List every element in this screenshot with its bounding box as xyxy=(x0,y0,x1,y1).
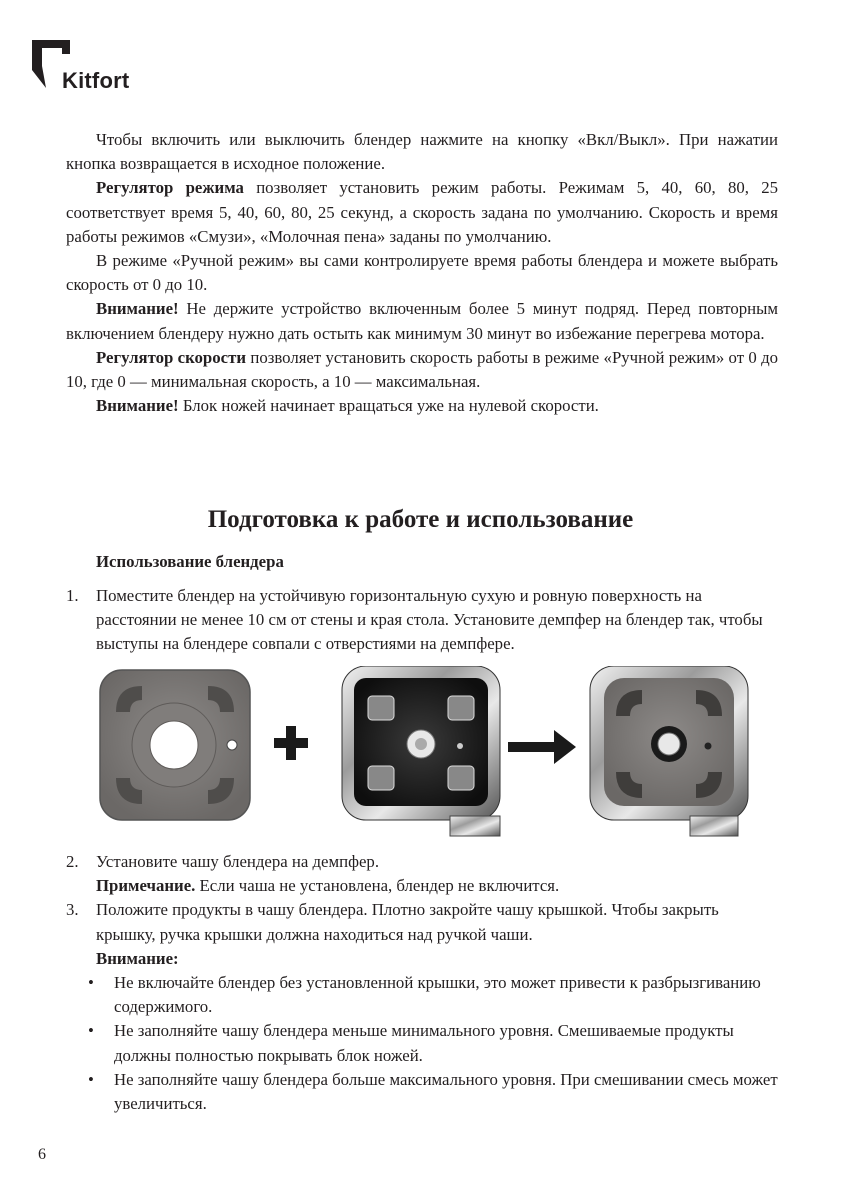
paragraph xyxy=(66,297,778,345)
step-text: Положите продукты в чашу блендера. Плотно закройте чашу крышкой. Чтобы закрыть крышку, ручка крышки должна находиться над ручкой чаши. xyxy=(96,900,719,944)
paragraph-bold: Внимание! xyxy=(96,396,179,416)
paragraph xyxy=(66,346,778,394)
step-number: 1. xyxy=(66,586,79,605)
warning-heading xyxy=(66,947,778,971)
bullet-icon: • xyxy=(88,1021,94,1041)
paragraph xyxy=(66,128,778,176)
note-text: Если чаша не установлена, блендер не включится. xyxy=(195,876,560,896)
bullet-item xyxy=(66,1068,778,1116)
step-list-1 xyxy=(66,584,778,657)
brand-name: Kitfort xyxy=(62,68,130,93)
bullet-item xyxy=(66,1019,778,1067)
step-text: Поместите блендер на устойчивую горизонтальную сухую и ровную поверхность на расстоянии не менее 10 см от стены и края стола. Установите демпфер на блендер так, чтобы выступы на блендере совпали с отверстиями на демпфере. xyxy=(96,586,763,654)
step-list-2 xyxy=(66,850,778,1116)
bullet-item xyxy=(66,971,778,1019)
note xyxy=(66,874,778,898)
paragraph-text: Не держите устройство включенным более 5 минут подряд. Перед повторным включением блендеру нужно дать остыть как минимум 30 минут во избежание перегрева мотора. xyxy=(66,299,778,343)
intro-text xyxy=(66,128,778,418)
plus-icon xyxy=(274,726,308,760)
arrow-right-icon xyxy=(508,730,576,764)
step-number: 2. xyxy=(66,852,79,871)
base-with-damper-image xyxy=(590,666,748,836)
list-item xyxy=(66,898,778,946)
paragraph-bold: Регулятор режима xyxy=(96,178,244,198)
note-label: Примечание. xyxy=(96,876,196,896)
bullet-icon: • xyxy=(88,973,94,993)
page-number: 6 xyxy=(38,1146,46,1163)
paragraph-text: позволяет установить скорость работы в режиме «Ручной режим» от 0 до 10, где 0 — минимальная скорость, а 10 — максимальная. xyxy=(66,347,778,392)
step-number: 3. xyxy=(66,900,79,920)
section-subtitle: Использование блендера xyxy=(96,552,284,571)
blender-base-image xyxy=(342,666,500,836)
section-title: Подготовка к работе и использование xyxy=(207,506,634,533)
damper-installation-figure xyxy=(98,666,753,846)
warning-label: Внимание: xyxy=(96,948,179,968)
paragraph xyxy=(66,249,778,297)
paragraph-bold: Регулятор скорости xyxy=(96,347,247,367)
list-item xyxy=(66,850,778,874)
brand-logo xyxy=(32,40,142,96)
paragraph-bold: Внимание! xyxy=(96,299,179,319)
paragraph-text: Чтобы включить или выключить блендер нажмите на кнопку «Вкл/Выкл». При нажатии кнопка возвращается в исходное положение. xyxy=(66,130,778,174)
paragraph-text: Блок ножей начинает вращаться уже на нулевой скорости. xyxy=(178,396,599,416)
bullet-icon: • xyxy=(88,1069,94,1089)
list-item xyxy=(66,584,778,657)
bullet-text: Не включайте блендер без установленной крышки, это может привести к разбрызгиванию содержимого. xyxy=(114,973,761,1017)
bullet-text: Не заполняйте чашу блендера меньше минимального уровня. Смешиваемые продукты должны полностью покрывать блок ножей. xyxy=(114,1021,734,1065)
bullet-text: Не заполняйте чашу блендера больше максимального уровня. При смешивании смесь может увеличиться. xyxy=(114,1069,778,1114)
paragraph xyxy=(66,176,778,249)
step-text: Установите чашу блендера на демпфер. xyxy=(96,852,380,871)
paragraph-text: позволяет установить режим работы. Режимам 5, 40, 60, 80, 25 соответствует время 5, 40, 60, 80, 25 секунд, а скорость задана по умолчанию. Скорость и время работы режимов «Смузи», «Молочная пена» заданы по умолчанию. xyxy=(66,178,778,246)
paragraph xyxy=(66,394,778,418)
damper-image xyxy=(100,670,250,820)
paragraph-text: В режиме «Ручной режим» вы сами контролируете время работы блендера и можете выбрать скорость от 0 до 10. xyxy=(66,251,778,295)
